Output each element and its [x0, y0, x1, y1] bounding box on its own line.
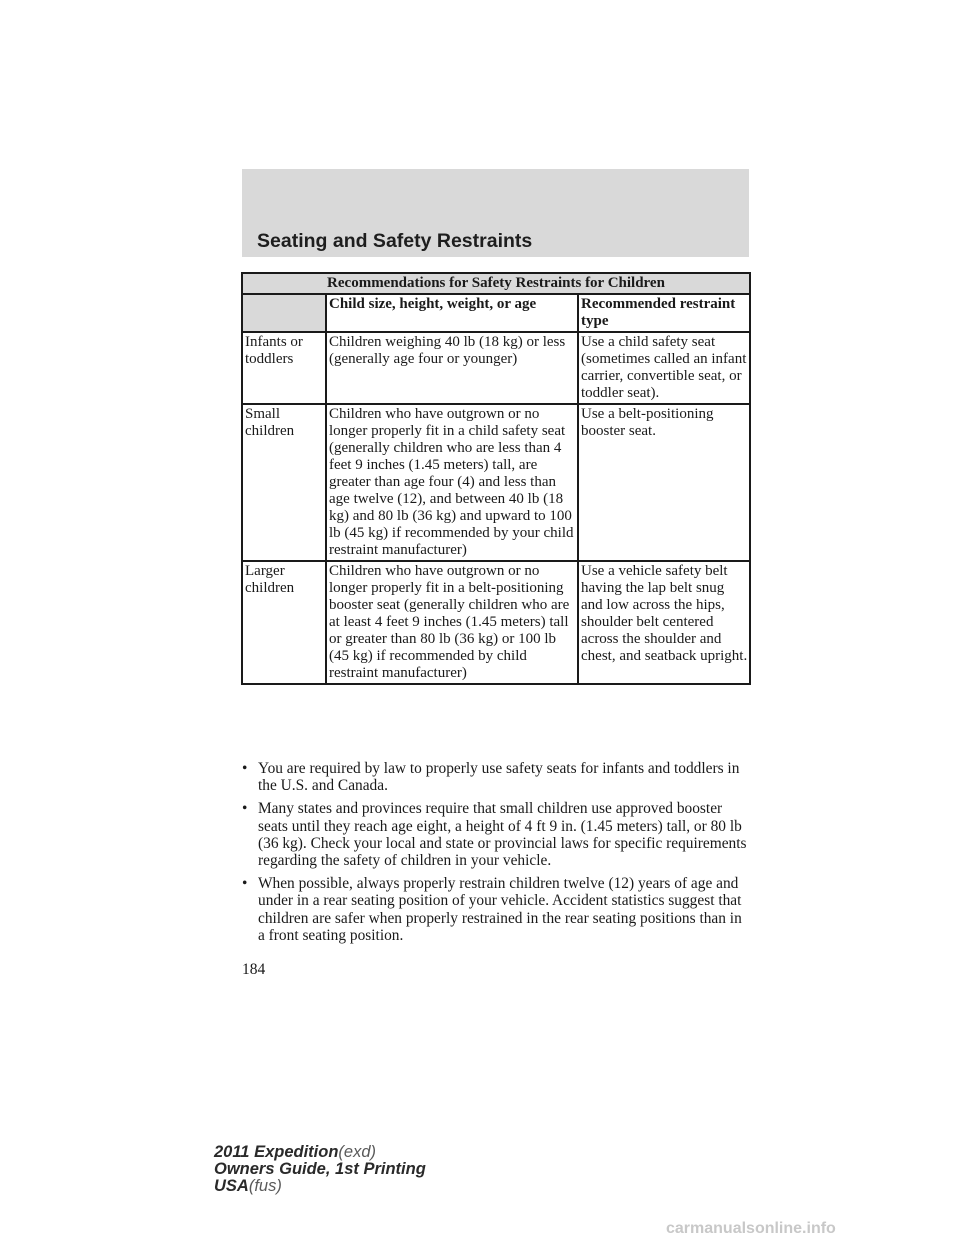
- list-item: [242, 875, 752, 944]
- bullet-icon: •: [242, 875, 248, 893]
- footer-market-code: (fus): [248, 1177, 282, 1195]
- row-category: Larger children: [242, 561, 326, 684]
- table-title: Recommendations for Safety Restraints for Children: [242, 273, 750, 294]
- bullet-icon: •: [242, 760, 248, 777]
- footer-model: 2011 Expedition: [214, 1143, 339, 1161]
- row-size: Children who have outgrown or no longer properly fit in a belt-positioning booster seat (generally children who are at least 4 feet 9 inches (1.45 meters) tall or greater than 80 lb (36 kg) or 100 lb (45 kg) if recommended by child restraint manufacturer): [326, 561, 578, 684]
- footer-market: USA: [214, 1177, 249, 1195]
- table-row: [242, 332, 750, 404]
- row-size: Children who have outgrown or no longer properly fit in a child safety seat (generally children who are less than 4 feet 9 inches (1.45 meters) tall, are greater than age four (4) and less than age twelve (12), and between 40 lb (18 kg) and 80 lb (36 kg) and upward to 100 lb (45 kg) if recommended by your child restraint manufacturer): [326, 404, 578, 561]
- print-footer: [214, 1144, 426, 1195]
- footer-model-code: (exd): [338, 1143, 376, 1161]
- table-title-row: [242, 273, 750, 294]
- bullet-list: [242, 760, 752, 950]
- table-row: [242, 561, 750, 684]
- column-header-restraint: Recommended restraint type: [578, 294, 750, 332]
- page-number: 184: [242, 961, 266, 978]
- list-item: [242, 760, 752, 794]
- column-header-category: [242, 294, 326, 332]
- row-category: Small children: [242, 404, 326, 561]
- table-row: [242, 404, 750, 561]
- bullet-text: Many states and provinces require that small children use approved booster seats until they reach age eight, a height of 4 ft 9 in. (1.45 meters) tall, or 80 lb (36 kg). Check your local and state or provincial laws for specific requirements regarding the safety of children in your vehicle.: [258, 800, 747, 870]
- list-item: [242, 800, 752, 869]
- restraints-table: [241, 272, 751, 685]
- footer-edition: Owners Guide, 1st Printing: [214, 1160, 426, 1178]
- row-restraint: Use a vehicle safety belt having the lap belt snug and low across the hips, shoulder belt centered across the shoulder and chest, and seatback upright.: [578, 561, 750, 684]
- row-category: Infants or toddlers: [242, 332, 326, 404]
- row-size: Children weighing 40 lb (18 kg) or less (generally age four or younger): [326, 332, 578, 404]
- watermark: carmanualsonline.info: [666, 1220, 836, 1237]
- row-restraint: Use a child safety seat (sometimes called an infant carrier, convertible seat, or toddler seat).: [578, 332, 750, 404]
- section-title: Seating and Safety Restraints: [257, 230, 533, 252]
- row-restraint: Use a belt-positioning booster seat.: [578, 404, 750, 561]
- bullet-text: When possible, always properly restrain children twelve (12) years of age and under in a rear seating position of your vehicle. Accident statistics suggest that children are safer when properly restrained in the rear seating positions than in a front seating position.: [258, 875, 742, 944]
- table-header-row: [242, 294, 750, 332]
- column-header-size: Child size, height, weight, or age: [326, 294, 578, 332]
- bullet-text: You are required by law to properly use safety seats for infants and toddlers in the U.S. and Canada.: [258, 760, 740, 795]
- bullet-icon: •: [242, 800, 248, 818]
